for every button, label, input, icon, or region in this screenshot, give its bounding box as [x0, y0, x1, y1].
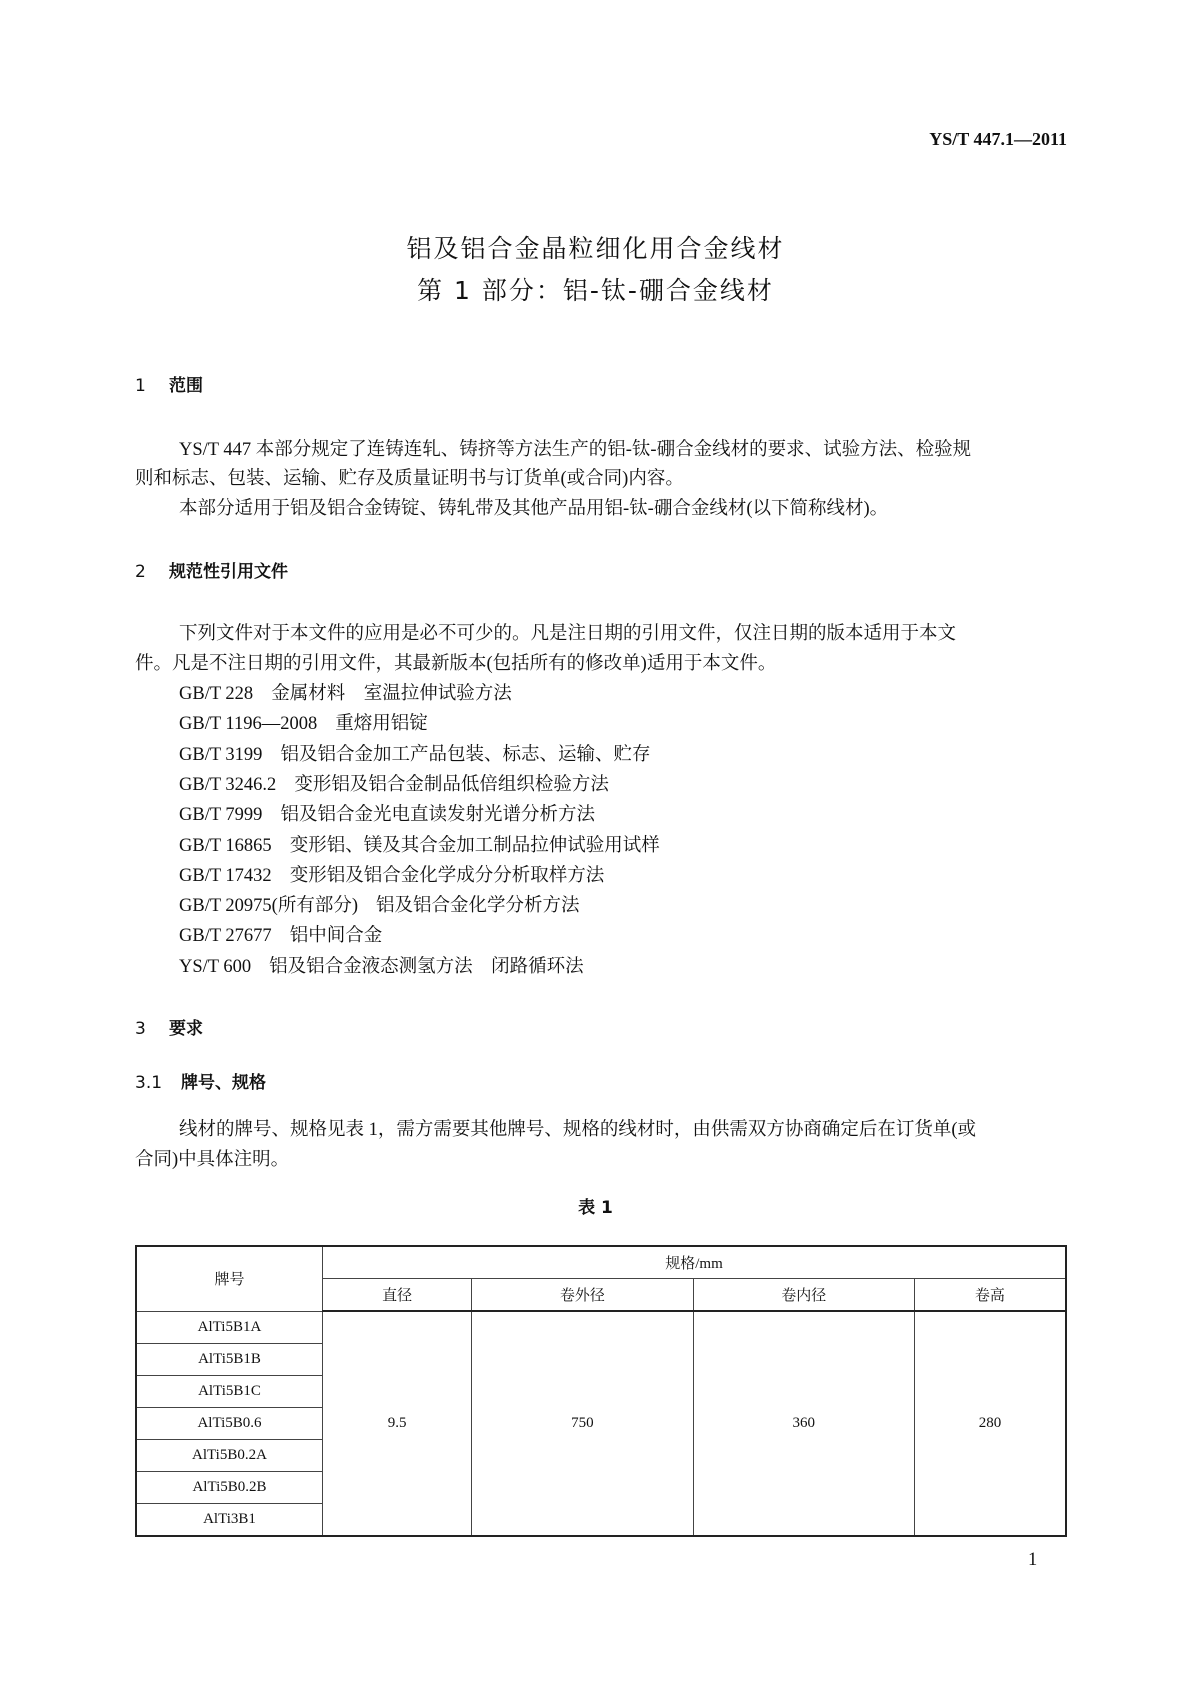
reference-code: GB/T 228 [179, 684, 254, 704]
reference-item [179, 774, 609, 796]
reference-title: 铝及铝合金加工产品包装、标志、运输、贮存 [280, 744, 651, 765]
reference-title: 金属材料 室温拉伸试验方法 [271, 684, 512, 704]
header-inner-diameter: 卷内径 [693, 1279, 914, 1312]
reference-item [179, 713, 428, 735]
document-subtitle: 第 1 部分：铝-钛-硼合金线材 [417, 276, 774, 305]
grade-cell: AlTi5B0.6 [136, 1407, 323, 1439]
section-number: 2 [135, 562, 146, 582]
reference-code: GB/T 7999 [179, 805, 263, 826]
spec-value-cell: 750 [472, 1311, 693, 1536]
reference-title: 铝中间合金 [289, 926, 383, 947]
header-spec: 规格/mm [323, 1246, 1067, 1279]
reference-code: GB/T 1196—2008 [179, 714, 318, 735]
section-3-1-heading [135, 1072, 266, 1094]
spec-value-cell: 9.5 [323, 1311, 472, 1536]
reference-code: GB/T 27677 [179, 926, 272, 947]
section-title: 规范性引用文件 [169, 562, 288, 582]
reference-code: GB/T 17432 [179, 865, 272, 886]
reference-title: 变形铝及铝合金制品低倍组织检验方法 [294, 774, 609, 795]
reference-code: GB/T 16865 [179, 835, 272, 856]
reference-item [179, 683, 512, 705]
paragraph-line: 件。凡是不注日期的引用文件，其最新版本(包括所有的修改单)适用于本文件。 [135, 654, 777, 674]
page-number: 1 [1028, 1550, 1038, 1570]
standard-number: YS/T 447.1—2011 [929, 129, 1067, 149]
spec-value-cell: 280 [914, 1311, 1066, 1536]
paragraph-line: YS/T 447 本部分规定了连铸连轧、铸挤等方法生产的铝-钛-硼合金线材的要求、试验方法、检验规 [179, 440, 972, 460]
header-grade: 牌号 [136, 1246, 323, 1311]
reference-title: 重熔用铝锭 [335, 714, 428, 735]
reference-title: 铝及铝合金光电直读发射光谱分析方法 [280, 805, 595, 826]
paragraph-line: 合同)中具体注明。 [135, 1150, 290, 1170]
grade-cell: AlTi5B0.2B [136, 1471, 323, 1503]
section-title: 牌号、规格 [181, 1073, 266, 1093]
reference-item [179, 925, 382, 947]
reference-item [179, 744, 650, 766]
reference-title: 铝及铝合金化学分析方法 [376, 896, 580, 917]
paragraph-line: 线材的牌号、规格见表 1，需方需要其他牌号、规格的线材时，由供需双方协商确定后在订货单(或 [179, 1120, 977, 1140]
table-row [136, 1311, 1066, 1343]
reference-item [179, 865, 604, 887]
grade-cell: AlTi5B1A [136, 1311, 323, 1343]
header-diameter: 直径 [323, 1279, 472, 1312]
paragraph-line: 下列文件对于本文件的应用是必不可少的。凡是注日期的引用文件，仅注日期的版本适用于本文 [179, 624, 957, 644]
section-title: 范围 [169, 376, 203, 396]
reference-title: 变形铝、镁及其合金加工制品拉伸试验用试样 [289, 835, 660, 856]
header-outer-diameter: 卷外径 [472, 1279, 693, 1312]
section-title: 要求 [169, 1019, 203, 1039]
section-number: 1 [135, 376, 146, 396]
reference-item [179, 895, 580, 917]
section-2-heading [135, 561, 288, 583]
table-caption: 表 1 [578, 1198, 613, 1218]
section-3-heading [135, 1018, 203, 1040]
reference-title: 变形铝及铝合金化学成分分析取样方法 [289, 865, 605, 886]
grade-cell: AlTi5B0.2A [136, 1439, 323, 1471]
reference-code: GB/T 20975(所有部分) [179, 896, 359, 917]
grade-cell: AlTi3B1 [136, 1503, 323, 1536]
paragraph-line: 本部分适用于铝及铝合金铸锭、铸轧带及其他产品用铝-钛-硼合金线材(以下简称线材)。 [179, 499, 889, 519]
document-title: 铝及铝合金晶粒细化用合金线材 [406, 234, 785, 263]
reference-title: 铝及铝合金液态测氢方法 闭路循环法 [269, 956, 584, 977]
header-coil-height: 卷高 [914, 1279, 1066, 1312]
section-number: 3.1 [135, 1073, 163, 1093]
spec-value-cell: 360 [693, 1311, 914, 1536]
paragraph-line: 则和标志、包装、运输、贮存及质量证明书与订货单(或合同)内容。 [135, 469, 684, 489]
reference-code: GB/T 3246.2 [179, 774, 277, 795]
grade-cell: AlTi5B1B [136, 1343, 323, 1375]
spec-table [135, 1245, 1067, 1537]
reference-item [179, 835, 660, 857]
reference-code: GB/T 3199 [179, 744, 263, 765]
reference-item [179, 956, 584, 978]
grade-cell: AlTi5B1C [136, 1375, 323, 1407]
section-1-heading [135, 375, 203, 397]
reference-item [179, 804, 595, 826]
section-number: 3 [135, 1019, 146, 1039]
reference-code: YS/T 600 [179, 956, 252, 977]
